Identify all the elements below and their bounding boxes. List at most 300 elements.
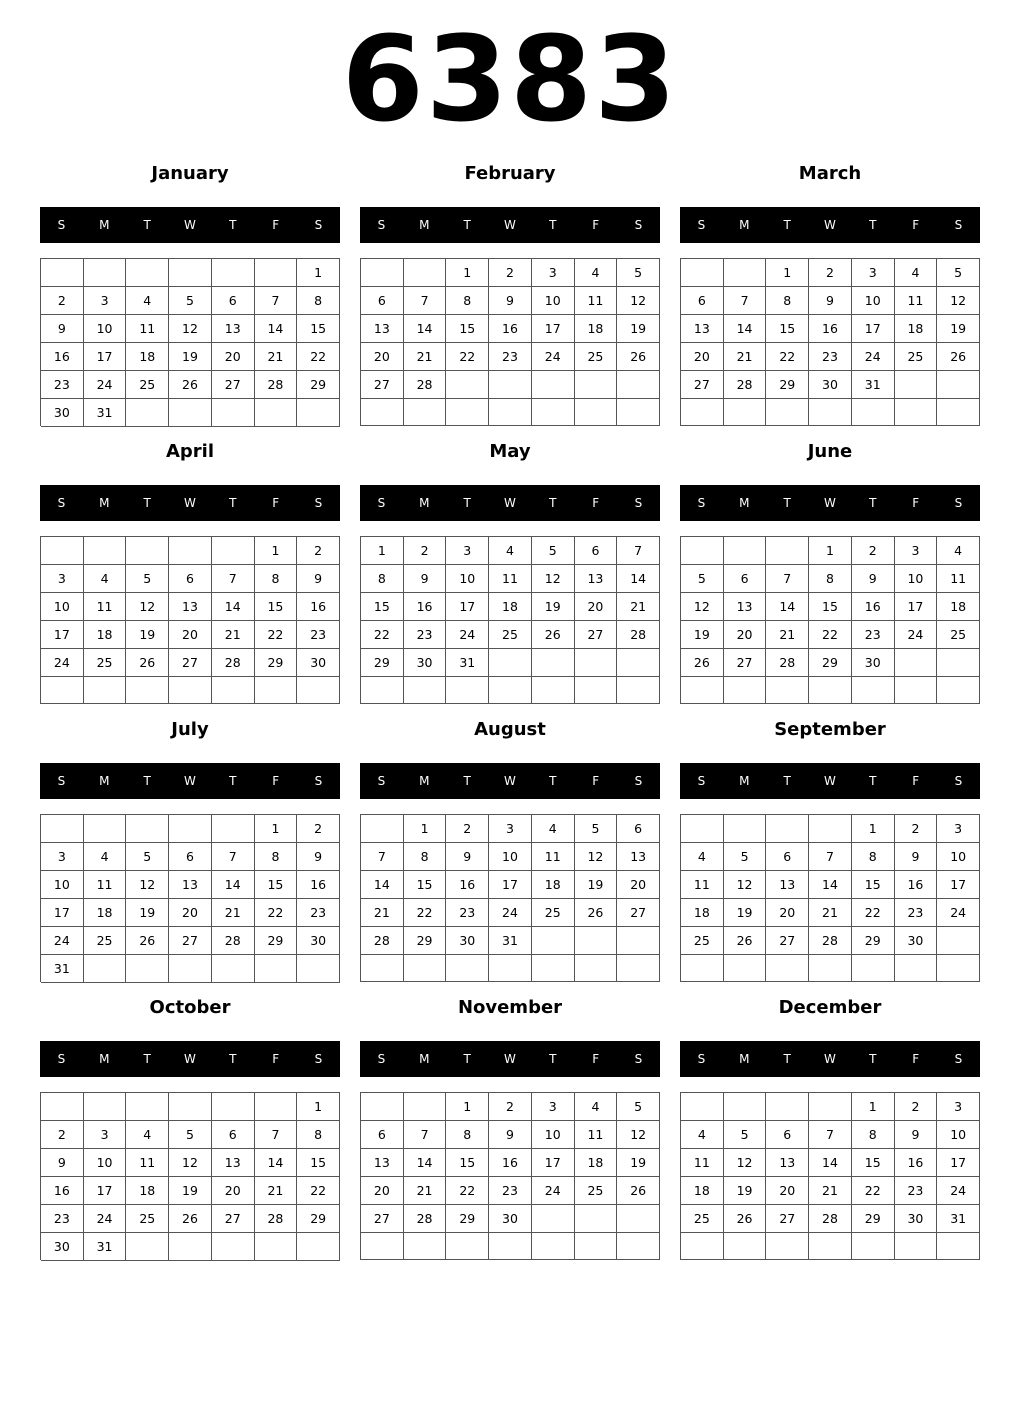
empty-day-cell (681, 1233, 724, 1260)
day-cell: 9 (895, 1121, 938, 1149)
weekday-label: M (99, 218, 110, 232)
empty-day-cell (41, 1093, 84, 1121)
day-cell: 15 (809, 593, 852, 621)
day-cell: 1 (255, 815, 298, 843)
day-cell: 9 (895, 843, 938, 871)
day-cell: 19 (532, 593, 575, 621)
empty-day-cell (809, 1233, 852, 1260)
day-cell: 28 (212, 649, 255, 677)
day-cell: 13 (169, 593, 212, 621)
day-cell: 31 (852, 371, 895, 399)
day-cell: 6 (169, 843, 212, 871)
empty-day-cell (212, 955, 255, 983)
empty-day-cell (361, 955, 404, 982)
empty-day-cell (937, 927, 980, 955)
day-cell: 31 (41, 955, 84, 983)
day-cell: 16 (297, 871, 340, 899)
empty-day-cell (575, 1233, 618, 1260)
empty-day-cell (297, 399, 340, 427)
day-cell: 2 (297, 537, 340, 565)
day-cell: 1 (809, 537, 852, 565)
day-cell: 3 (489, 815, 532, 843)
empty-day-cell (404, 955, 447, 982)
empty-day-cell (404, 1093, 447, 1121)
weekday-header (40, 207, 340, 243)
empty-day-cell (532, 399, 575, 426)
day-cell: 13 (361, 315, 404, 343)
day-cell: 18 (681, 1177, 724, 1205)
day-cell: 21 (255, 1177, 298, 1205)
empty-day-cell (724, 259, 767, 287)
empty-day-cell (895, 1233, 938, 1260)
empty-day-cell (404, 1233, 447, 1260)
day-cell: 14 (404, 315, 447, 343)
day-cell: 22 (852, 899, 895, 927)
empty-day-cell (446, 955, 489, 982)
empty-day-cell (809, 815, 852, 843)
day-cell: 8 (766, 287, 809, 315)
day-cell: 6 (169, 565, 212, 593)
weekday-header (360, 207, 660, 243)
weekday-label: T (549, 218, 557, 232)
empty-day-cell (361, 815, 404, 843)
day-cell: 16 (297, 593, 340, 621)
empty-day-cell (212, 677, 255, 704)
empty-day-cell (361, 677, 404, 704)
month-name: December (778, 997, 882, 1018)
empty-day-cell (937, 955, 980, 982)
day-cell: 8 (446, 287, 489, 315)
empty-day-cell (41, 537, 84, 565)
day-cell: 28 (809, 1205, 852, 1233)
empty-day-cell (617, 955, 660, 982)
empty-day-cell (446, 1233, 489, 1260)
weekday-label: S (314, 496, 323, 510)
day-cell: 17 (84, 343, 127, 371)
day-cell: 1 (446, 1093, 489, 1121)
empty-day-cell (937, 1233, 980, 1260)
day-cell: 21 (361, 899, 404, 927)
day-cell: 5 (724, 1121, 767, 1149)
weekday-label: F (272, 218, 280, 232)
day-cell: 26 (532, 621, 575, 649)
day-cell: 9 (489, 1121, 532, 1149)
empty-day-cell (255, 399, 298, 427)
day-cell: 22 (446, 343, 489, 371)
day-cell: 25 (895, 343, 938, 371)
empty-day-cell (361, 1233, 404, 1260)
empty-day-cell (852, 955, 895, 982)
day-cell: 8 (297, 1121, 340, 1149)
day-cell: 17 (41, 621, 84, 649)
day-cell: 27 (617, 899, 660, 927)
empty-day-cell (297, 955, 340, 983)
day-cell: 13 (724, 593, 767, 621)
day-cell: 12 (937, 287, 980, 315)
empty-day-cell (361, 259, 404, 287)
day-cell: 6 (212, 1121, 255, 1149)
day-cell: 1 (852, 1093, 895, 1121)
day-cell: 9 (446, 843, 489, 871)
weekday-label: F (272, 774, 280, 788)
day-cell: 16 (852, 593, 895, 621)
day-cell: 10 (84, 315, 127, 343)
day-cell: 4 (895, 259, 938, 287)
day-cell: 19 (169, 1177, 212, 1205)
weekday-label: T (229, 1052, 237, 1066)
day-cell: 1 (361, 537, 404, 565)
day-cell: 16 (809, 315, 852, 343)
day-cell: 4 (489, 537, 532, 565)
day-cell: 11 (895, 287, 938, 315)
day-cell: 12 (681, 593, 724, 621)
empty-day-cell (766, 955, 809, 982)
day-cell: 23 (41, 1205, 84, 1233)
empty-day-cell (809, 399, 852, 426)
day-grid (360, 814, 660, 982)
day-cell: 21 (809, 899, 852, 927)
empty-day-cell (575, 399, 618, 426)
day-cell: 19 (617, 1149, 660, 1177)
empty-day-cell (255, 1093, 298, 1121)
day-cell: 5 (532, 537, 575, 565)
day-cell: 10 (937, 843, 980, 871)
day-cell: 14 (255, 315, 298, 343)
month-name: April (165, 441, 215, 462)
day-cell: 14 (255, 1149, 298, 1177)
day-cell: 3 (41, 565, 84, 593)
day-cell: 30 (895, 1205, 938, 1233)
day-cell: 10 (852, 287, 895, 315)
day-cell: 6 (212, 287, 255, 315)
weekday-label: W (504, 1052, 516, 1066)
day-cell: 6 (361, 1121, 404, 1149)
day-cell: 18 (681, 899, 724, 927)
day-cell: 12 (724, 1149, 767, 1177)
empty-day-cell (937, 371, 980, 399)
day-cell: 11 (575, 1121, 618, 1149)
weekday-label: F (592, 218, 600, 232)
day-cell: 31 (446, 649, 489, 677)
day-cell: 5 (126, 565, 169, 593)
day-cell: 7 (361, 843, 404, 871)
empty-day-cell (852, 399, 895, 426)
empty-day-cell (895, 371, 938, 399)
empty-day-cell (532, 649, 575, 677)
empty-day-cell (681, 537, 724, 565)
day-cell: 12 (126, 871, 169, 899)
empty-day-cell (255, 259, 298, 287)
day-cell: 26 (724, 927, 767, 955)
day-grid (680, 1092, 980, 1260)
day-cell: 29 (255, 927, 298, 955)
day-cell: 2 (489, 1093, 532, 1121)
day-cell: 26 (617, 1177, 660, 1205)
day-cell: 25 (575, 1177, 618, 1205)
day-cell: 11 (532, 843, 575, 871)
day-cell: 5 (681, 565, 724, 593)
weekday-label: S (57, 774, 66, 788)
day-cell: 3 (937, 815, 980, 843)
empty-day-cell (169, 259, 212, 287)
weekday-label: S (377, 218, 386, 232)
empty-day-cell (489, 955, 532, 982)
weekday-label: W (184, 1052, 196, 1066)
weekday-label: W (184, 496, 196, 510)
day-cell: 25 (937, 621, 980, 649)
empty-day-cell (169, 399, 212, 427)
weekday-label: S (57, 496, 66, 510)
day-cell: 22 (297, 343, 340, 371)
month-name: January (151, 163, 229, 184)
day-grid (40, 258, 340, 426)
month-name: August (474, 719, 546, 740)
day-cell: 12 (617, 1121, 660, 1149)
day-cell: 4 (681, 1121, 724, 1149)
weekday-label: S (634, 218, 643, 232)
weekday-header (680, 207, 980, 243)
weekday-label: T (463, 1052, 471, 1066)
weekday-label: F (912, 774, 920, 788)
empty-day-cell (895, 399, 938, 426)
day-cell: 5 (617, 1093, 660, 1121)
month-name: September (774, 719, 886, 740)
empty-day-cell (404, 677, 447, 704)
day-cell: 10 (446, 565, 489, 593)
empty-day-cell (724, 1233, 767, 1260)
day-cell: 24 (852, 343, 895, 371)
weekday-header (40, 763, 340, 799)
day-cell: 21 (617, 593, 660, 621)
empty-day-cell (852, 1233, 895, 1260)
empty-day-cell (212, 399, 255, 427)
weekday-label: T (869, 218, 877, 232)
day-cell: 6 (724, 565, 767, 593)
day-cell: 3 (532, 259, 575, 287)
weekday-label: S (954, 774, 963, 788)
day-cell: 6 (617, 815, 660, 843)
day-cell: 15 (852, 871, 895, 899)
empty-day-cell (126, 955, 169, 983)
day-cell: 31 (489, 927, 532, 955)
empty-day-cell (126, 537, 169, 565)
day-cell: 28 (404, 1205, 447, 1233)
empty-day-cell (617, 399, 660, 426)
empty-day-cell (126, 815, 169, 843)
empty-day-cell (41, 259, 84, 287)
day-cell: 22 (404, 899, 447, 927)
day-cell: 15 (255, 593, 298, 621)
day-cell: 26 (937, 343, 980, 371)
day-cell: 29 (255, 649, 298, 677)
day-cell: 30 (41, 399, 84, 427)
day-cell: 24 (41, 649, 84, 677)
day-cell: 9 (297, 565, 340, 593)
empty-day-cell (532, 955, 575, 982)
day-cell: 10 (41, 871, 84, 899)
empty-day-cell (532, 1205, 575, 1233)
day-cell: 27 (766, 927, 809, 955)
day-cell: 27 (361, 1205, 404, 1233)
day-cell: 11 (937, 565, 980, 593)
day-cell: 6 (681, 287, 724, 315)
empty-day-cell (169, 955, 212, 983)
day-grid (680, 258, 980, 426)
empty-day-cell (255, 677, 298, 704)
day-cell: 9 (809, 287, 852, 315)
empty-day-cell (617, 1233, 660, 1260)
weekday-label: T (463, 774, 471, 788)
weekday-label: W (504, 496, 516, 510)
day-cell: 8 (361, 565, 404, 593)
day-cell: 9 (404, 565, 447, 593)
day-cell: 16 (489, 315, 532, 343)
day-cell: 8 (809, 565, 852, 593)
day-cell: 19 (617, 315, 660, 343)
day-cell: 23 (489, 343, 532, 371)
day-cell: 18 (937, 593, 980, 621)
empty-day-cell (575, 955, 618, 982)
day-cell: 23 (404, 621, 447, 649)
day-cell: 20 (681, 343, 724, 371)
day-cell: 16 (895, 871, 938, 899)
day-cell: 18 (895, 315, 938, 343)
day-cell: 1 (297, 1093, 340, 1121)
day-cell: 12 (724, 871, 767, 899)
day-cell: 21 (212, 899, 255, 927)
day-cell: 22 (809, 621, 852, 649)
day-cell: 3 (84, 1121, 127, 1149)
day-cell: 14 (617, 565, 660, 593)
day-cell: 2 (41, 287, 84, 315)
empty-day-cell (937, 649, 980, 677)
day-cell: 20 (212, 1177, 255, 1205)
day-cell: 5 (617, 259, 660, 287)
empty-day-cell (84, 537, 127, 565)
day-cell: 14 (361, 871, 404, 899)
day-cell: 26 (169, 371, 212, 399)
weekday-label: S (697, 218, 706, 232)
empty-day-cell (617, 677, 660, 704)
weekday-label: S (634, 496, 643, 510)
empty-day-cell (724, 815, 767, 843)
weekday-label: M (99, 496, 110, 510)
day-cell: 20 (361, 1177, 404, 1205)
day-cell: 4 (575, 259, 618, 287)
day-cell: 9 (852, 565, 895, 593)
day-cell: 25 (681, 1205, 724, 1233)
day-grid (360, 536, 660, 704)
day-cell: 12 (617, 287, 660, 315)
year-title: 6383 (341, 10, 679, 148)
day-cell: 31 (84, 399, 127, 427)
day-cell: 11 (575, 287, 618, 315)
empty-day-cell (575, 1205, 618, 1233)
day-cell: 24 (84, 371, 127, 399)
day-cell: 8 (297, 287, 340, 315)
weekday-label: T (143, 1052, 151, 1066)
empty-day-cell (212, 1093, 255, 1121)
day-cell: 23 (446, 899, 489, 927)
day-cell: 6 (766, 1121, 809, 1149)
day-cell: 15 (852, 1149, 895, 1177)
day-cell: 27 (766, 1205, 809, 1233)
day-cell: 25 (126, 371, 169, 399)
day-cell: 11 (681, 1149, 724, 1177)
weekday-label: T (143, 774, 151, 788)
weekday-label: T (869, 1052, 877, 1066)
day-cell: 25 (126, 1205, 169, 1233)
empty-day-cell (126, 1233, 169, 1261)
day-cell: 4 (126, 287, 169, 315)
weekday-label: T (783, 1052, 791, 1066)
day-cell: 26 (126, 649, 169, 677)
day-cell: 21 (255, 343, 298, 371)
empty-day-cell (532, 371, 575, 399)
day-cell: 14 (212, 593, 255, 621)
day-cell: 5 (575, 815, 618, 843)
day-cell: 7 (809, 843, 852, 871)
weekday-label: W (824, 218, 836, 232)
day-cell: 4 (937, 537, 980, 565)
empty-day-cell (766, 1093, 809, 1121)
day-cell: 11 (84, 871, 127, 899)
day-cell: 6 (361, 287, 404, 315)
day-cell: 13 (212, 315, 255, 343)
day-cell: 10 (532, 287, 575, 315)
day-cell: 19 (575, 871, 618, 899)
day-cell: 13 (361, 1149, 404, 1177)
month-name: March (798, 163, 862, 184)
day-cell: 28 (617, 621, 660, 649)
weekday-label: S (954, 496, 963, 510)
day-cell: 17 (895, 593, 938, 621)
weekday-label: F (272, 1052, 280, 1066)
day-cell: 1 (852, 815, 895, 843)
weekday-label: S (634, 774, 643, 788)
day-cell: 22 (297, 1177, 340, 1205)
day-cell: 8 (446, 1121, 489, 1149)
day-cell: 2 (852, 537, 895, 565)
day-cell: 5 (724, 843, 767, 871)
day-cell: 12 (532, 565, 575, 593)
day-cell: 20 (169, 621, 212, 649)
day-cell: 14 (766, 593, 809, 621)
day-grid (40, 1092, 340, 1260)
day-cell: 18 (126, 343, 169, 371)
day-cell: 22 (361, 621, 404, 649)
day-cell: 2 (297, 815, 340, 843)
day-cell: 25 (575, 343, 618, 371)
day-cell: 10 (532, 1121, 575, 1149)
empty-day-cell (575, 927, 618, 955)
weekday-label: W (824, 1052, 836, 1066)
day-cell: 27 (212, 371, 255, 399)
day-cell: 29 (297, 1205, 340, 1233)
day-cell: 22 (255, 899, 298, 927)
day-cell: 29 (446, 1205, 489, 1233)
day-cell: 21 (724, 343, 767, 371)
weekday-label: S (377, 774, 386, 788)
empty-day-cell (446, 399, 489, 426)
weekday-label: T (869, 496, 877, 510)
month-name: November (457, 997, 563, 1018)
day-cell: 10 (489, 843, 532, 871)
day-cell: 16 (404, 593, 447, 621)
day-cell: 2 (41, 1121, 84, 1149)
day-cell: 31 (84, 1233, 127, 1261)
day-cell: 6 (766, 843, 809, 871)
